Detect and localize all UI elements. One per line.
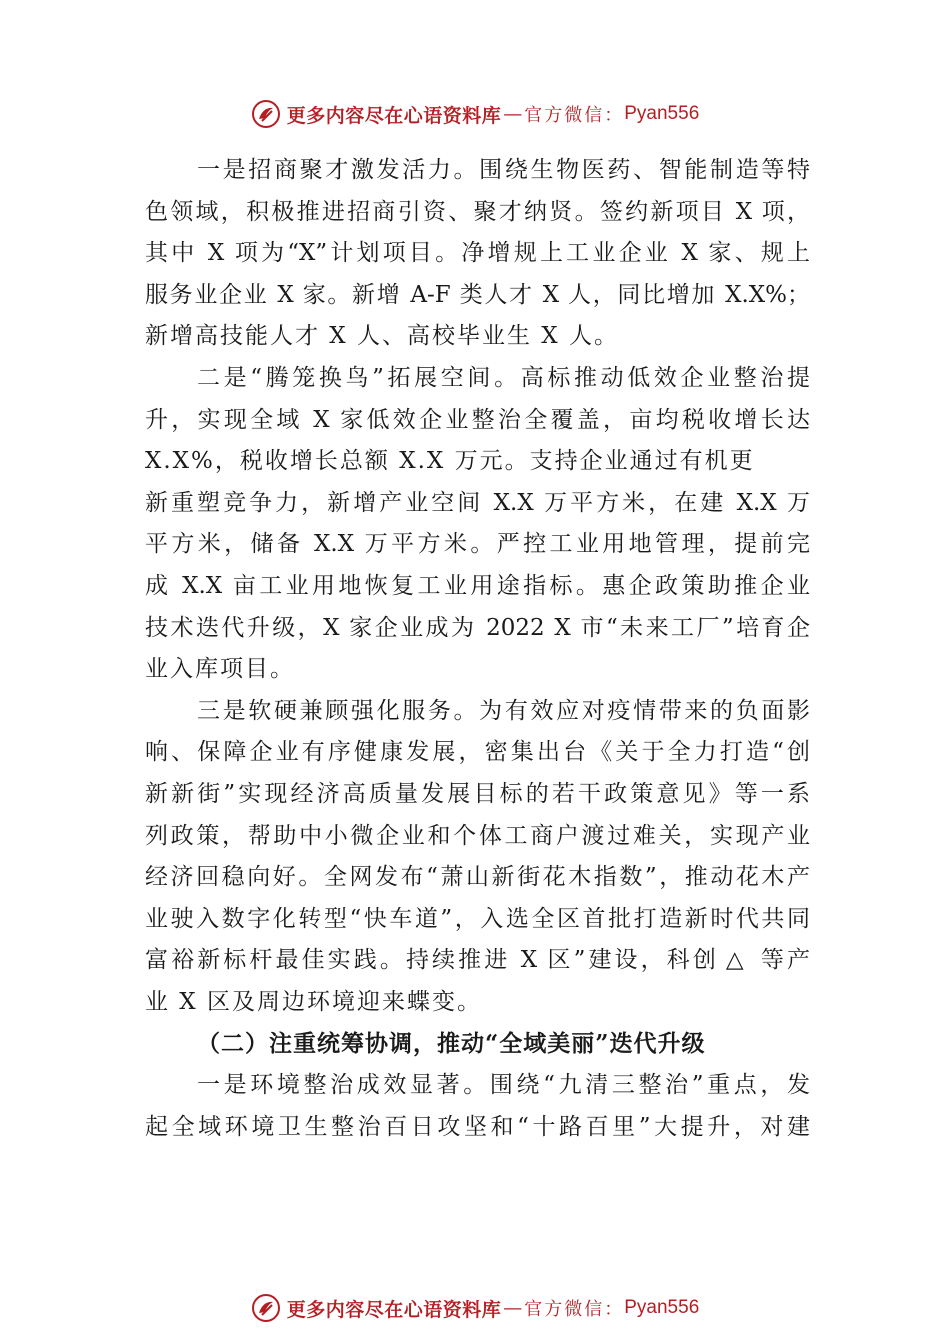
text-line: 新新街”实现经济高质量发展目标的若干政策意见》等一系	[145, 780, 810, 807]
wechat-id: Pyan556	[624, 1297, 700, 1318]
header-banner	[0, 94, 950, 134]
text-line: 平方米，储备 X.X 万平方米。严控工业用地管理，提前完	[145, 531, 810, 558]
text-line: 二是“腾笼换鸟”拓展空间。高标推动低效企业整治提	[197, 364, 810, 391]
brand-logo-icon	[251, 1293, 281, 1323]
brand-name: 更多内容尽在心语资料库	[286, 104, 502, 127]
text-line: 服务业企业 X 家。新增 A-F 类人才 X 人，同比增加 X.X%；	[145, 281, 810, 308]
text-line: 业 X 区及周边环境迎来蝶变。	[145, 988, 482, 1015]
document-body	[145, 150, 810, 1148]
banner-dash: —	[503, 103, 523, 125]
brand-name: 更多内容尽在心语资料库	[286, 1298, 502, 1321]
text-line: 升，实现全域 X 家低效企业整治全覆盖，亩均税收增长达	[145, 406, 810, 433]
banner-dash: —	[503, 1297, 523, 1319]
text-line: 一是招商聚才激发活力。围绕生物医药、智能制造等特	[197, 157, 810, 183]
brand-logo-icon	[251, 99, 281, 129]
text-line: 富裕新标杆最佳实践。持续推进 X 区”建设，科创 △ 等产	[145, 947, 810, 974]
text-line: 色领域，积极推进招商引资、聚才纳贤。签约新项目 X 项，	[145, 198, 810, 225]
text-line: 成 X.X 亩工业用地恢复工业用途指标。惠企政策助推企业	[145, 572, 810, 599]
wechat-id: Pyan556	[624, 103, 700, 124]
wechat-label: 官方微信：	[524, 1299, 625, 1320]
text-line: 新增高技能人才 X 人、高校毕业生 X 人。	[145, 323, 619, 350]
text-line: 一是环境整治成效显著。围绕“九清三整治”重点，发	[197, 1072, 810, 1099]
text-line: 响、保障企业有序健康发展，密集出台《关于全力打造“创	[145, 739, 810, 766]
section-heading: （二）注重统筹协调，推动“全域美丽”迭代升级	[197, 1030, 706, 1058]
text-line: X.X%，税收增长总额 X.X 万元。支持企业通过有机更	[145, 448, 755, 475]
wechat-label: 官方微信：	[524, 105, 625, 126]
text-line: 技术迭代升级，X 家企业成为 2022 X 市“未来工厂”培育企	[145, 614, 810, 641]
text-line: 业入库项目。	[145, 656, 295, 683]
text-line: 列政策，帮助中小微企业和个体工商户渡过难关，实现产业	[145, 822, 810, 849]
text-line: 经济回稳向好。全网发布“萧山新街花木指数”，推动花木产	[145, 864, 810, 891]
text-line: 起全域环境卫生整治百日攻坚和“十路百里”大提升，对建	[145, 1113, 810, 1140]
text-line: 三是软硬兼顾强化服务。为有效应对疫情带来的负面影	[197, 697, 810, 724]
text-line: 新重塑竞争力，新增产业空间 X.X 万平方米，在建 X.X 万	[145, 489, 810, 516]
footer-banner	[0, 1288, 950, 1328]
text-line: 其中 X 项为“X”计划项目。净增规上工业企业 X 家、规上	[145, 240, 810, 267]
text-line: 业驶入数字化转型“快车道”，入选全区首批打造新时代共同	[145, 905, 810, 932]
